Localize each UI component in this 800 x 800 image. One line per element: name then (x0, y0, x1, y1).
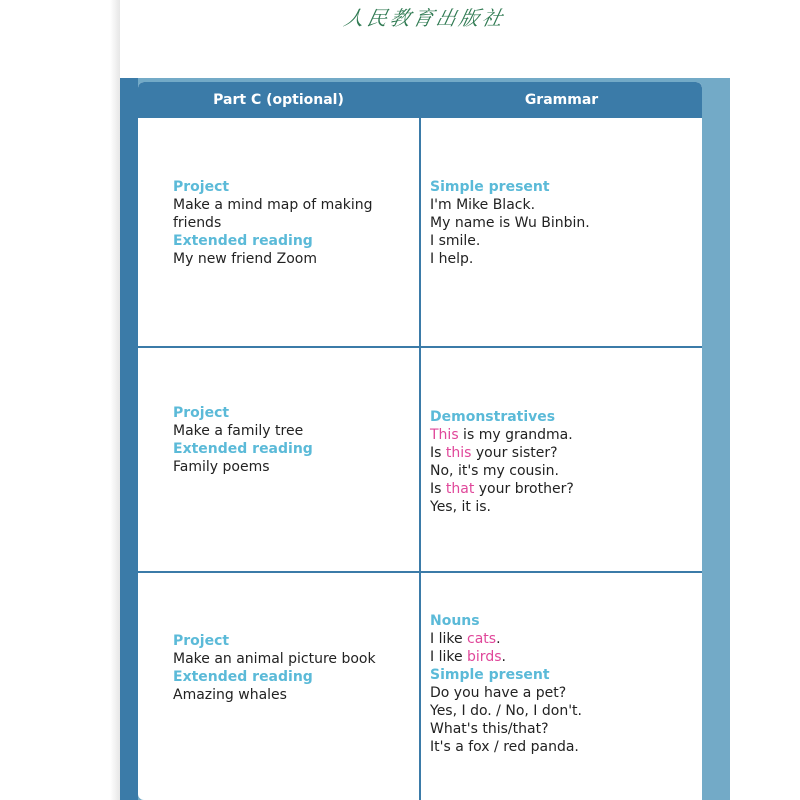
header-grammar: Grammar (524, 92, 599, 108)
extended-reading-label: Extended reading (173, 441, 313, 457)
grammar-line: Yes, I do. / No, I don't. (430, 703, 582, 719)
grammar-title: Simple present (430, 667, 550, 683)
project-text: Make an animal picture book (173, 651, 376, 667)
grammar-line: It's a fox / red panda. (430, 739, 579, 755)
table-cell-grammar (430, 408, 690, 516)
grammar-title: Demonstratives (430, 409, 556, 425)
extended-reading-label: Extended reading (173, 233, 313, 249)
grammar-line (430, 630, 690, 648)
project-label: Project (173, 405, 230, 421)
highlight-word: This (430, 427, 459, 443)
grammar-line: I'm Mike Black. (430, 197, 536, 213)
grammar-line: No, it's my cousin. (430, 463, 559, 479)
project-label: Project (173, 633, 230, 649)
row-divider (138, 571, 702, 573)
grammar-text: . (496, 631, 501, 647)
grammar-text: your brother? (474, 481, 574, 497)
table-cell-part-c (173, 632, 403, 704)
grammar-text: I like (430, 649, 468, 665)
extended-reading-label: Extended reading (173, 669, 313, 685)
side-band (120, 78, 138, 800)
highlight-word: that (445, 481, 475, 497)
column-divider (419, 82, 421, 800)
grammar-line: I smile. (430, 233, 481, 249)
table-cell-part-c (173, 178, 403, 268)
grammar-line (430, 444, 690, 462)
grammar-line: I help. (430, 251, 474, 267)
highlight-word: this (445, 445, 472, 461)
grammar-line: Yes, it is. (430, 499, 491, 515)
table-cell-part-c (173, 404, 403, 476)
extended-reading-text: Amazing whales (173, 687, 287, 703)
extended-reading-text: My new friend Zoom (173, 251, 317, 267)
row-divider (138, 346, 702, 348)
project-label: Project (173, 179, 230, 195)
highlight-word: cats (467, 631, 497, 647)
grammar-text: I like (430, 631, 468, 647)
grammar-text: . (501, 649, 506, 665)
grammar-title: Simple present (430, 179, 550, 195)
highlight-word: birds (467, 649, 502, 665)
project-text: Make a family tree (173, 423, 304, 439)
grammar-text: Is (430, 445, 446, 461)
grammar-line: Do you have a pet? (430, 685, 567, 701)
grammar-text: is my grandma. (458, 427, 573, 443)
project-text: Make a mind map of making friends (173, 197, 373, 231)
grammar-title: Nouns (430, 613, 480, 629)
grammar-line (430, 426, 690, 444)
grammar-text: your sister? (471, 445, 558, 461)
table-cell-grammar (430, 178, 690, 268)
grammar-line (430, 480, 690, 498)
grammar-table (138, 82, 702, 800)
grammar-line (430, 648, 690, 666)
publisher-logo: 人民教育出版社 (341, 6, 508, 30)
grammar-text: Is (430, 481, 446, 497)
grammar-line: My name is Wu Binbin. (430, 215, 590, 231)
table-cell-grammar (430, 612, 690, 756)
grammar-line: What's this/that? (430, 721, 549, 737)
header-part-c: Part C (optional) (213, 92, 344, 108)
extended-reading-text: Family poems (173, 459, 270, 475)
page-edge-shadow (110, 0, 120, 800)
